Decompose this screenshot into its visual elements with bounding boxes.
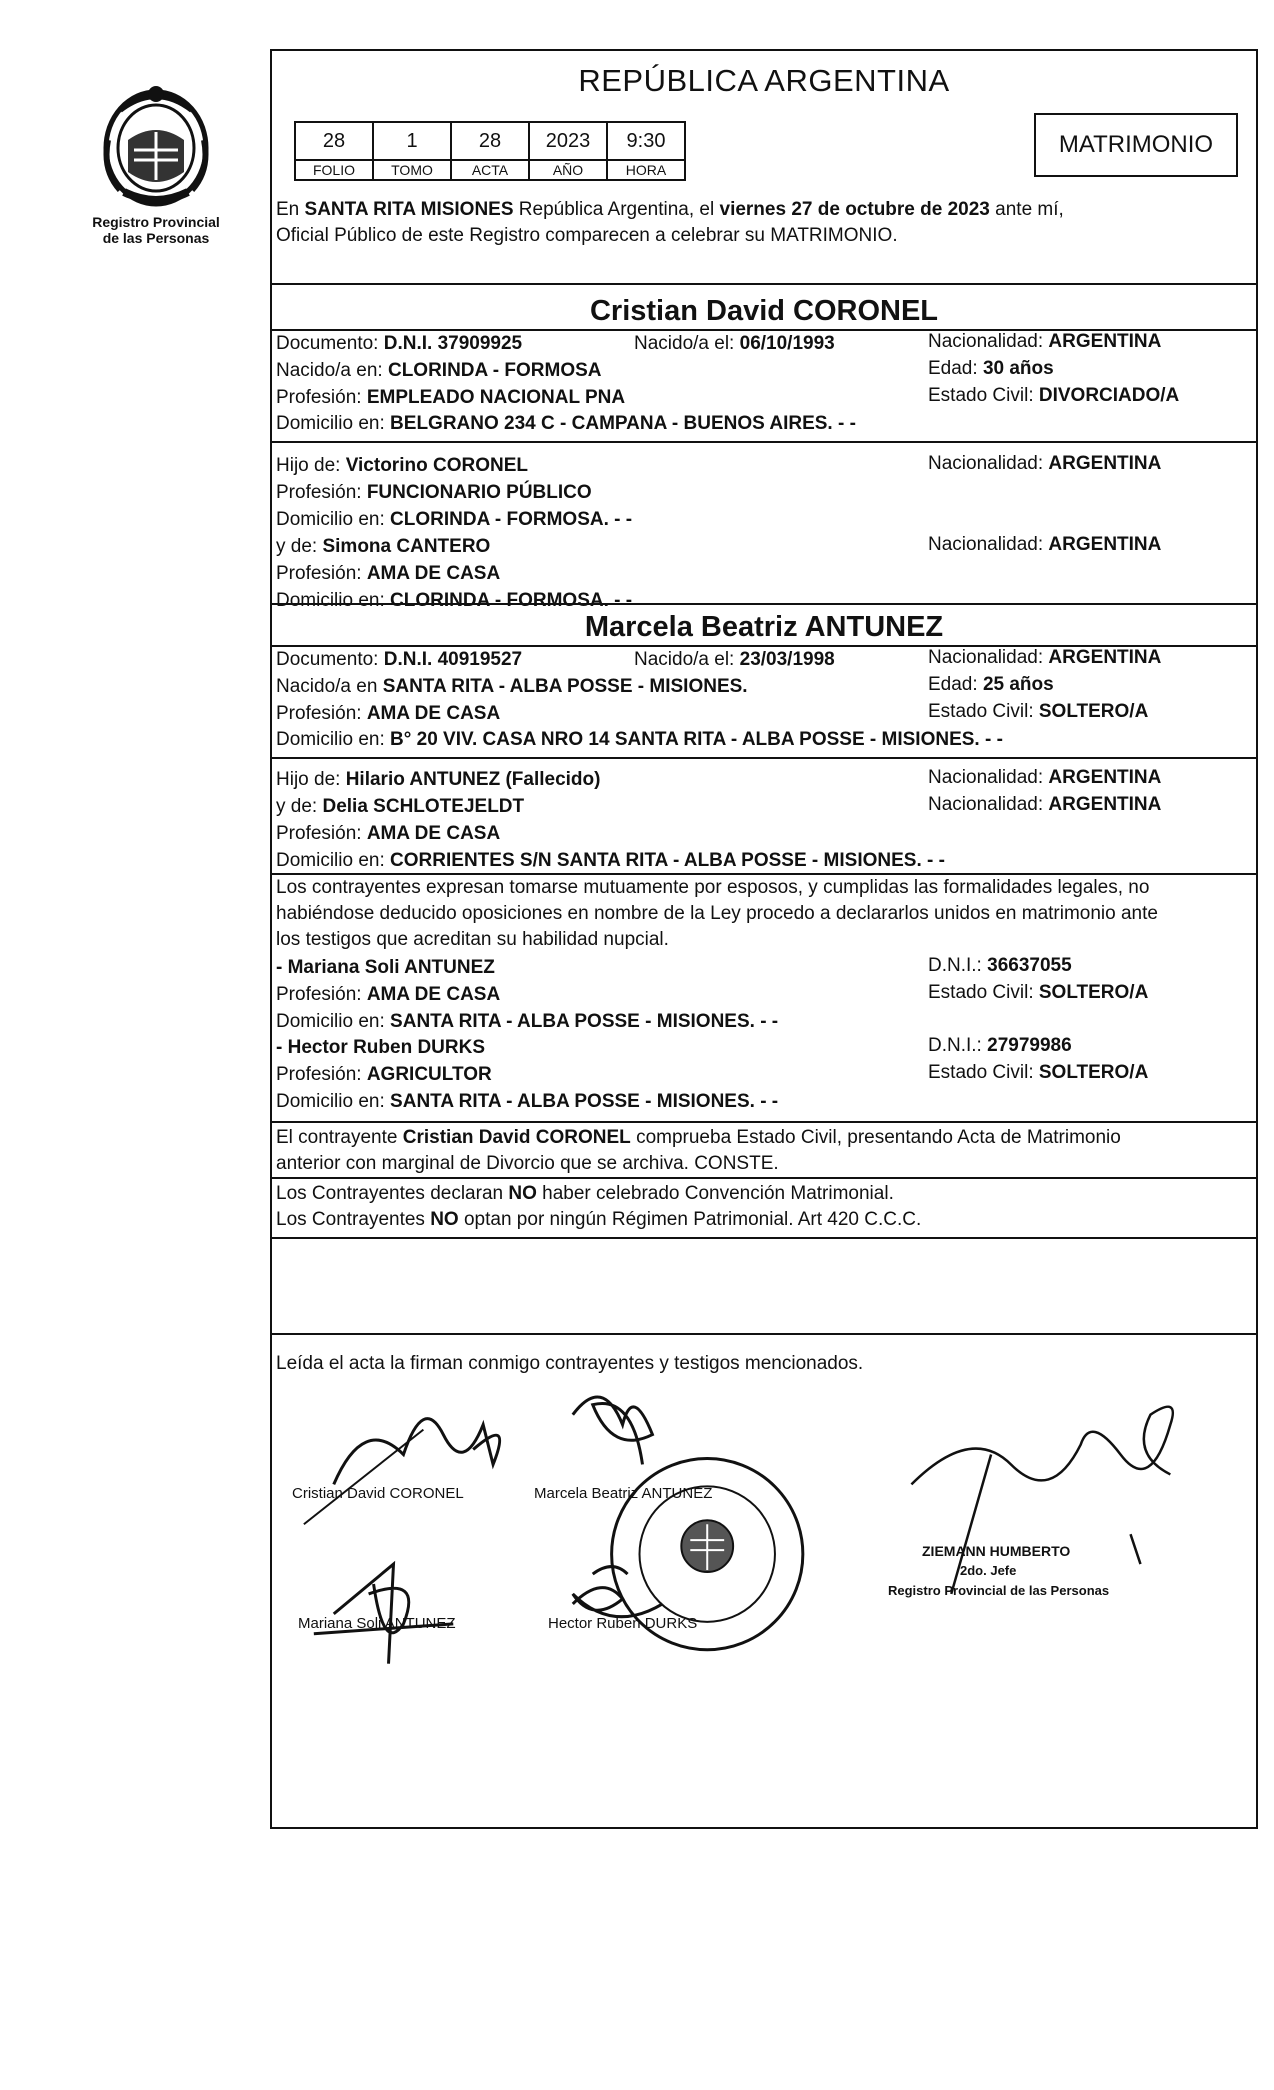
witness1-dni [928, 955, 1072, 977]
divider [272, 757, 1256, 759]
born-place-label: Nacido/a en: [276, 360, 388, 381]
civil-status-value: DIVORCIADO/A [1038, 385, 1180, 406]
age-value: 25 años [982, 674, 1054, 695]
conventions-line-1 [276, 1183, 894, 1205]
spouse1-mother-address [276, 590, 632, 612]
note-suffix: comprueba Estado Civil, presentando Acta de Matrimonio [630, 1127, 1121, 1148]
spouse2-doc [276, 649, 522, 671]
civil-status-label: Estado Civil: [928, 982, 1039, 1003]
spouse1-mother-profession [276, 563, 500, 585]
age-label: Edad: [928, 674, 983, 695]
nationality-value: ARGENTINA [1048, 647, 1162, 668]
spouse1-father-profession [276, 482, 592, 504]
profession-value: FUNCIONARIO PÚBLICO [366, 482, 592, 503]
dni-value: 27979986 [987, 1035, 1072, 1056]
address-value: CORRIENTES S/N SANTA RITA - ALBA POSSE - MISIONES. - - [390, 850, 945, 871]
father-label: Hijo de: [276, 455, 346, 476]
born-place-value: CLORINDA - FORMOSA [387, 360, 602, 381]
profession-label: Profesión: [276, 1064, 367, 1085]
nationality-label: Nacionalidad: [928, 767, 1049, 788]
folio-label: FOLIO [295, 160, 373, 180]
year-value: 2023 [529, 122, 607, 160]
intro-mid: República Argentina, el [513, 199, 720, 220]
mother-label: y de: [276, 536, 323, 557]
spouse2-father-nationality [928, 767, 1161, 789]
civil-status-value: SOLTERO/A [1038, 982, 1149, 1003]
doc-label: Documento: [276, 333, 384, 354]
spouse1-father-address [276, 509, 632, 531]
address-value: B° 20 VIV. CASA NRO 14 SANTA RITA - ALBA POSSE - MISIONES. - - [390, 729, 1003, 750]
hour-label: HORA [607, 160, 685, 180]
witness1-name: - Mariana Soli ANTUNEZ [276, 957, 495, 978]
nationality-label: Nacionalidad: [928, 453, 1049, 474]
doc-value: D.N.I. 40919527 [383, 649, 523, 670]
born-date-label: Nacido/a el: [634, 333, 740, 354]
address-label: Domicilio en: [276, 850, 391, 871]
dni-label: D.N.I.: [928, 1035, 988, 1056]
note-section [272, 1121, 1256, 1177]
spouse2-father [276, 769, 600, 791]
spouse1-born-date [634, 333, 835, 355]
profession-label: Profesión: [276, 984, 367, 1005]
intro-place: SANTA RITA MISIONES [304, 199, 514, 220]
spouse1-nationality [928, 331, 1161, 353]
nationality-value: ARGENTINA [1048, 534, 1162, 555]
witness2-name: - Hector Ruben DURKS [276, 1037, 486, 1058]
profession-value: EMPLEADO NACIONAL PNA [366, 387, 626, 408]
hour-value: 9:30 [607, 122, 685, 160]
conv2-suffix: optan por ningún Régimen Patrimonial. Art 420 C.C.C. [458, 1209, 922, 1230]
conv1-prefix: Los Contrayentes declaran [276, 1183, 509, 1204]
official-office: Registro Provincial de las Personas [888, 1583, 1110, 1598]
mother-value: Simona CANTERO [322, 536, 491, 557]
spouse2-born-date [634, 649, 835, 671]
acta-label: ACTA [451, 160, 529, 180]
spouse2-name: Marcela Beatriz ANTUNEZ [584, 611, 944, 643]
witness1-address [276, 1011, 778, 1033]
address-value: CLORINDA - FORMOSA. - - [390, 590, 633, 611]
civil-status-label: Estado Civil: [928, 385, 1039, 406]
registry-caption-line2: de las Personas [102, 230, 210, 246]
official-title: 2do. Jefe [960, 1563, 1017, 1578]
born-date-value: 23/03/1998 [739, 649, 835, 670]
folio-value: 28 [295, 122, 373, 160]
divider [272, 603, 1256, 605]
registry-table [294, 121, 686, 181]
spouse1-father [276, 455, 528, 477]
mother-value: Delia SCHLOTEJELDT [322, 796, 525, 817]
born-date-label: Nacido/a el: [634, 649, 740, 670]
note-line-2: anterior con marginal de Divorcio que se archiva. CONSTE. [276, 1153, 779, 1174]
profession-label: Profesión: [276, 703, 367, 724]
conventions-section [272, 1177, 1256, 1233]
address-label: Domicilio en: [276, 729, 391, 750]
spouse2-mother-profession [276, 823, 500, 845]
tomo-label: TOMO [373, 160, 451, 180]
intro-prefix: En [276, 199, 305, 220]
declaration-line-3: los testigos que acreditan su habilidad nupcial. [276, 929, 669, 950]
intro-line-2: Oficial Público de este Registro comparecen a celebrar su MATRIMONIO. [276, 225, 898, 246]
nationality-value: ARGENTINA [1048, 453, 1162, 474]
witness1-civil-status [928, 982, 1148, 1004]
tomo-value: 1 [373, 122, 451, 160]
civil-status-label: Estado Civil: [928, 701, 1039, 722]
intro-date: viernes 27 de octubre de 2023 [719, 199, 990, 220]
spouse2-parents-address [276, 850, 945, 872]
civil-status-value: SOLTERO/A [1038, 701, 1149, 722]
address-value: BELGRANO 234 C - CAMPANA - BUENOS AIRES. - - [390, 413, 856, 434]
father-label: Hijo de: [276, 769, 346, 790]
signatures-drawing [272, 1335, 1256, 1829]
address-value: SANTA RITA - ALBA POSSE - MISIONES. - - [390, 1091, 779, 1112]
divider [272, 441, 1256, 443]
registry-caption [76, 214, 236, 246]
profession-value: AMA DE CASA [366, 703, 501, 724]
certificate-frame [270, 49, 1258, 1829]
born-place-label: Nacido/a en [276, 676, 383, 697]
conv2-bold: NO [430, 1209, 459, 1230]
signature-label-witness1: Mariana Soli ANTUNEZ [298, 1615, 456, 1632]
spouse2-mother-nationality [928, 794, 1161, 816]
spouse2-mother [276, 796, 524, 818]
profession-label: Profesión: [276, 387, 367, 408]
signature-label-witness2: Hector Ruben DURKS [548, 1615, 698, 1632]
profession-label: Profesión: [276, 563, 367, 584]
spouse1-age [928, 358, 1054, 380]
closing-text: Leída el acta la firman conmigo contrayentes y testigos mencionados. [276, 1353, 864, 1374]
registry-logo-block [76, 80, 236, 246]
address-label: Domicilio en: [276, 590, 391, 611]
spouse2-profession [276, 703, 500, 725]
profession-value: AMA DE CASA [366, 984, 501, 1005]
spouse1-profession [276, 387, 625, 409]
nationality-value: ARGENTINA [1048, 794, 1162, 815]
spouse1-mother-nationality [928, 534, 1161, 556]
dni-label: D.N.I.: [928, 955, 988, 976]
civil-status-value: SOLTERO/A [1038, 1062, 1149, 1083]
declaration-line-1: Los contrayentes expresan tomarse mutuamente por esposos, y cumplidas las formalidades legales, no [276, 877, 1150, 898]
profession-label: Profesión: [276, 482, 367, 503]
civil-status-label: Estado Civil: [928, 1062, 1039, 1083]
age-label: Edad: [928, 358, 983, 379]
spouse2-civil-status [928, 701, 1148, 723]
note-name: Cristian David CORONEL [402, 1127, 631, 1148]
spouse2-age [928, 674, 1054, 696]
note-prefix: El contrayente [276, 1127, 403, 1148]
profession-label: Profesión: [276, 823, 367, 844]
intro-line-1 [276, 199, 1064, 221]
profession-value: AMA DE CASA [366, 823, 501, 844]
note-line-1 [276, 1127, 1121, 1149]
doc-label: Documento: [276, 649, 384, 670]
mother-label: y de: [276, 796, 323, 817]
address-label: Domicilio en: [276, 413, 391, 434]
spouse2-address [276, 729, 1003, 751]
year-label: AÑO [529, 160, 607, 180]
conv2-prefix: Los Contrayentes [276, 1209, 431, 1230]
address-label: Domicilio en: [276, 509, 391, 530]
witness2-address [276, 1091, 778, 1113]
spouse1-address [276, 413, 856, 435]
nationality-label: Nacionalidad: [928, 794, 1049, 815]
profession-value: AGRICULTOR [366, 1064, 492, 1085]
spouse1-mother [276, 536, 490, 558]
spouse1-doc [276, 333, 522, 355]
witness1-profession [276, 984, 500, 1006]
nationality-value: ARGENTINA [1048, 331, 1162, 352]
spouse2-nationality [928, 647, 1161, 669]
dni-value: 36637055 [987, 955, 1072, 976]
nationality-value: ARGENTINA [1048, 767, 1162, 788]
address-label: Domicilio en: [276, 1011, 391, 1032]
blank-section [272, 1237, 1256, 1333]
spouse1-civil-status [928, 385, 1179, 407]
intro-suffix: ante mí, [989, 199, 1064, 220]
father-value: Victorino CORONEL [345, 455, 528, 476]
page-title: REPÚBLICA ARGENTINA [578, 63, 950, 98]
address-value: CLORINDA - FORMOSA. - - [390, 509, 633, 530]
spouse1-born-place [276, 360, 602, 382]
spouse1-father-nationality [928, 453, 1161, 475]
doc-value: D.N.I. 37909925 [383, 333, 523, 354]
spouse1-name: Cristian David CORONEL [589, 295, 939, 327]
declaration-line-2: habiéndose deducido oposiciones en nombre de la Ley procedo a declararlos unidos en matrimonio ante [276, 903, 1158, 924]
nationality-label: Nacionalidad: [928, 534, 1049, 555]
witness2-civil-status [928, 1062, 1148, 1084]
official-name: ZIEMANN HUMBERTO [922, 1543, 1071, 1559]
nationality-label: Nacionalidad: [928, 647, 1049, 668]
signature-label-spouse2: Marcela Beatriz ANTUNEZ [534, 1485, 713, 1502]
profession-value: AMA DE CASA [366, 563, 501, 584]
signature-label-spouse1: Cristian David CORONEL [292, 1485, 464, 1502]
signatures-section [272, 1333, 1256, 1829]
provincial-seal-icon [98, 80, 214, 210]
born-date-value: 06/10/1993 [739, 333, 835, 354]
intro-section [272, 193, 1256, 283]
registry-caption-line1: Registro Provincial [92, 214, 220, 230]
address-label: Domicilio en: [276, 1091, 391, 1112]
nationality-label: Nacionalidad: [928, 331, 1049, 352]
age-value: 30 años [982, 358, 1054, 379]
record-type-box: MATRIMONIO [1034, 113, 1238, 177]
witness2-profession [276, 1064, 492, 1086]
acta-value: 28 [451, 122, 529, 160]
divider [272, 283, 1256, 285]
conv1-bold: NO [508, 1183, 537, 1204]
conventions-line-2 [276, 1209, 921, 1231]
address-value: SANTA RITA - ALBA POSSE - MISIONES. - - [390, 1011, 779, 1032]
born-place-value: SANTA RITA - ALBA POSSE - MISIONES. [382, 676, 748, 697]
witness2-dni [928, 1035, 1072, 1057]
spouse2-born-place [276, 676, 748, 698]
father-value: Hilario ANTUNEZ (Fallecido) [345, 769, 601, 790]
conv1-suffix: haber celebrado Convención Matrimonial. [536, 1183, 894, 1204]
